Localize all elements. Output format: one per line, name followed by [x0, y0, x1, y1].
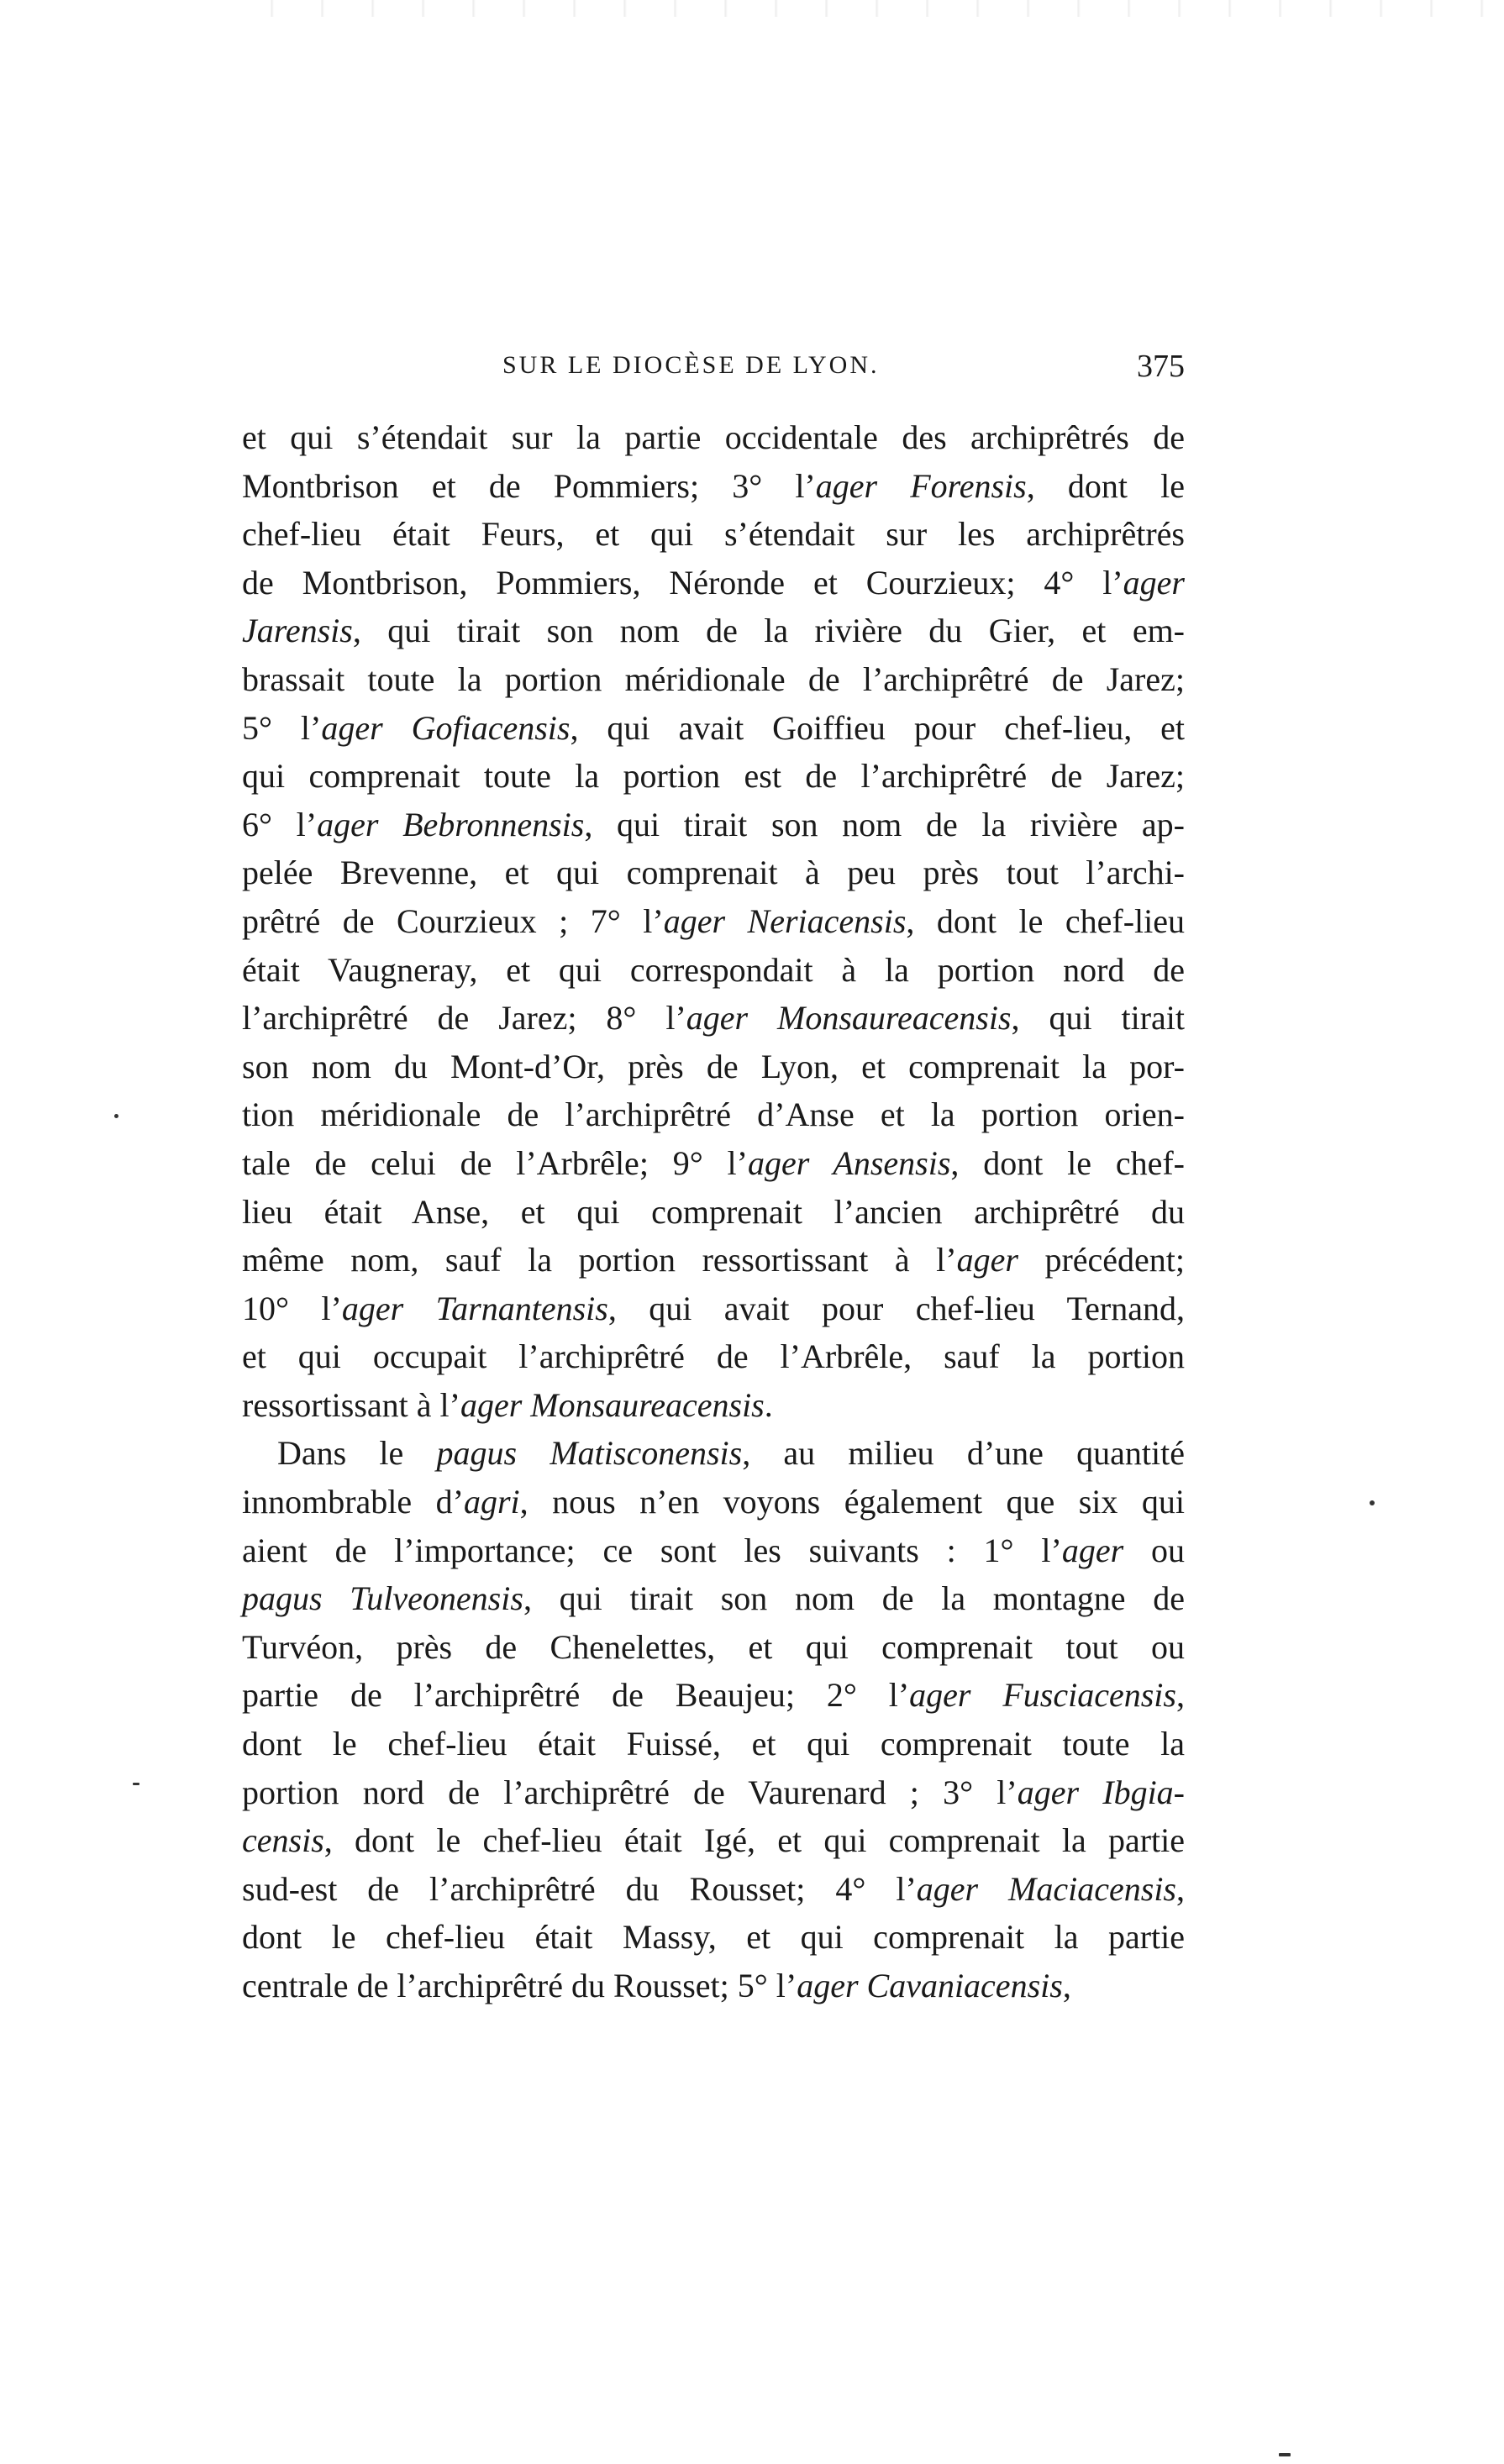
text-run: dont le chef-lieu était Fuissé, et qui comprenait toute la	[242, 1725, 1185, 1763]
text-line	[242, 413, 1185, 462]
text-line	[242, 462, 1185, 511]
text-line	[242, 946, 1185, 995]
text-line	[242, 1090, 1185, 1139]
text-line	[242, 1962, 1185, 2010]
text-line	[242, 1381, 1185, 1430]
text-line	[242, 1623, 1185, 1672]
text-run: , dont le chef-lieu était Igé, et qui comprenait la partie	[323, 1821, 1185, 1860]
text-run: , qui tirait son nom de la rivière ap-	[584, 805, 1185, 843]
running-title: SUR LE DIOCÈSE DE LYON.	[502, 351, 880, 379]
text-line	[242, 1188, 1185, 1237]
italic-term: pagus Matisconensis	[436, 1434, 743, 1473]
text-line	[242, 1768, 1185, 1817]
text-line	[242, 704, 1185, 753]
text-run: lieu était Anse, et qui comprenait l’ancien archiprêtré du	[242, 1192, 1185, 1231]
italic-term: ager Forensis	[815, 466, 1027, 505]
text-run: portion nord de l’archiprêtré de Vaurenard ; 3° l’	[242, 1773, 1018, 1811]
text-run: ou	[1123, 1531, 1185, 1569]
text-run: aient de l’importance; ce sont les suivants : 1° l’	[242, 1531, 1062, 1569]
text-run: son nom du Mont-d’Or, près de Lyon, et comprenait la por-	[242, 1047, 1185, 1085]
text-line	[242, 1720, 1185, 1768]
text-line	[242, 994, 1185, 1043]
italic-term: ager Bebronnensis	[317, 805, 585, 843]
text-run: ,	[1176, 1869, 1185, 1908]
text-run: centrale de l’archiprêtré du Rousset; 5° l’	[242, 1967, 797, 2004]
text-run: dont le chef-lieu était Massy, et qui comprenait la partie	[242, 1918, 1185, 1957]
text-run: Dans le	[277, 1434, 437, 1473]
text-run: innombrable d’	[242, 1483, 464, 1521]
italic-term: ager Neriacensis	[663, 901, 907, 940]
text-run: , dont le chef-lieu	[906, 901, 1186, 940]
text-run: partie de l’archiprêtré de Beaujeu; 2° l’	[242, 1676, 910, 1715]
text-line	[242, 510, 1185, 559]
italic-term: pagus Tulveonensis	[242, 1579, 523, 1618]
italic-term: ager Monsaureacensis	[460, 1385, 765, 1424]
text-line	[242, 897, 1185, 946]
text-line	[242, 1139, 1185, 1188]
text-line	[242, 1429, 1185, 1478]
italic-term: ager Ibgia-	[1017, 1773, 1186, 1811]
text-run: était Vaugneray, et qui correspondait à la portion nord de	[242, 950, 1185, 989]
text-line	[242, 1913, 1185, 1962]
italic-term: ager Gofiacensis	[321, 708, 571, 747]
text-line	[242, 1574, 1185, 1623]
text-run: chef-lieu était Feurs, et qui s’étendait sur les archiprêtrés	[242, 515, 1185, 554]
italic-term: ager	[956, 1241, 1018, 1279]
text-run: pelée Brevenne, et qui comprenait à peu près tout l’archi-	[242, 854, 1185, 892]
italic-term: ager Fusciacensis	[909, 1676, 1176, 1715]
text-run: , dont le	[1026, 466, 1186, 505]
text-line	[242, 1332, 1185, 1381]
text-run: Turvéon, près de Chenelettes, et qui comprenait tout ou	[242, 1627, 1185, 1666]
text-run: 10° l’	[242, 1289, 342, 1327]
text-run: ressortissant à l’	[242, 1385, 460, 1424]
text-run: et qui s’étendait sur la partie occidentale des archiprêtrés de	[242, 418, 1185, 456]
text-run: , qui avait pour chef-lieu Ternand,	[607, 1289, 1186, 1327]
text-run: , qui tirait son nom de la montagne de	[523, 1579, 1185, 1618]
ink-speck	[114, 1114, 118, 1118]
text-run: , qui avait Goiffieu pour chef-lieu, et	[570, 708, 1185, 747]
italic-term: ager	[1123, 563, 1185, 602]
text-line	[242, 1285, 1185, 1333]
text-line	[242, 1865, 1185, 1914]
text-run: , dont le chef-	[950, 1143, 1185, 1182]
italic-term: ager Cavaniacensis	[797, 1967, 1063, 2004]
page-number: 375	[1137, 349, 1185, 384]
text-run: et qui occupait l’archiprêtré de l’Arbrêle, sauf la portion	[242, 1337, 1185, 1376]
text-line	[242, 655, 1185, 704]
text-run: 5° l’	[242, 708, 322, 747]
text-run: même nom, sauf la portion ressortissant à l’	[242, 1241, 957, 1279]
text-run: tion méridionale de l’archiprêtré d’Anse et la portion orien-	[242, 1095, 1185, 1134]
italic-term: Jarensis	[242, 612, 353, 650]
ink-speck	[1370, 1500, 1375, 1505]
text-run: ,	[1176, 1676, 1185, 1715]
text-line	[242, 1478, 1185, 1526]
ink-speck	[133, 1783, 139, 1785]
text-line	[242, 848, 1185, 897]
text-run: , qui tirait son nom de la rivière du Gier, et em-	[352, 612, 1185, 650]
text-run: l’archiprêtré de Jarez; 8° l’	[242, 999, 686, 1038]
text-run: brassait toute la portion méridionale de l’archiprêtré de Jarez;	[242, 659, 1185, 698]
text-run: qui comprenait toute la portion est de l’archiprêtré de Jarez;	[242, 757, 1185, 796]
text-run: prêtré de Courzieux ; 7° l’	[242, 901, 664, 940]
text-line	[242, 801, 1185, 849]
running-head	[242, 351, 1185, 402]
text-line	[242, 1671, 1185, 1720]
text-run: , qui tirait	[1011, 999, 1186, 1038]
text-run: , nous n’en voyons également que six qui	[519, 1483, 1185, 1521]
text-line	[242, 607, 1185, 655]
text-line	[242, 752, 1185, 801]
italic-term: ager Maciacensis	[916, 1869, 1176, 1908]
text-run: .	[764, 1385, 773, 1424]
italic-term: ager Monsaureacensis	[686, 999, 1012, 1038]
italic-term: ager Ansensis	[748, 1143, 951, 1182]
text-run: ,	[1062, 1967, 1071, 2004]
text-run: de Montbrison, Pommiers, Néronde et Courzieux; 4° l’	[242, 563, 1123, 602]
text-line	[242, 1816, 1185, 1865]
text-run: précédent;	[1018, 1241, 1186, 1279]
body-text	[242, 413, 1185, 2010]
italic-term: ager Tarnantensis	[341, 1289, 608, 1327]
text-line	[242, 1526, 1185, 1575]
text-run: , au milieu d’une quantité	[742, 1434, 1185, 1473]
text-line	[242, 559, 1185, 607]
italic-term: ager	[1061, 1531, 1124, 1569]
text-line	[242, 1043, 1185, 1091]
ink-speck	[1279, 2453, 1291, 2456]
text-run: Montbrison et de Pommiers; 3° l’	[242, 466, 816, 505]
text-line	[242, 1236, 1185, 1285]
text-run: 6° l’	[242, 805, 318, 843]
text-run: sud-est de l’archiprêtré du Rousset; 4° l’	[242, 1869, 917, 1908]
scan-edge-noise	[252, 0, 1504, 17]
italic-term: agri	[463, 1483, 520, 1521]
text-run: tale de celui de l’Arbrêle; 9° l’	[242, 1143, 748, 1182]
italic-term: censis	[242, 1821, 324, 1860]
